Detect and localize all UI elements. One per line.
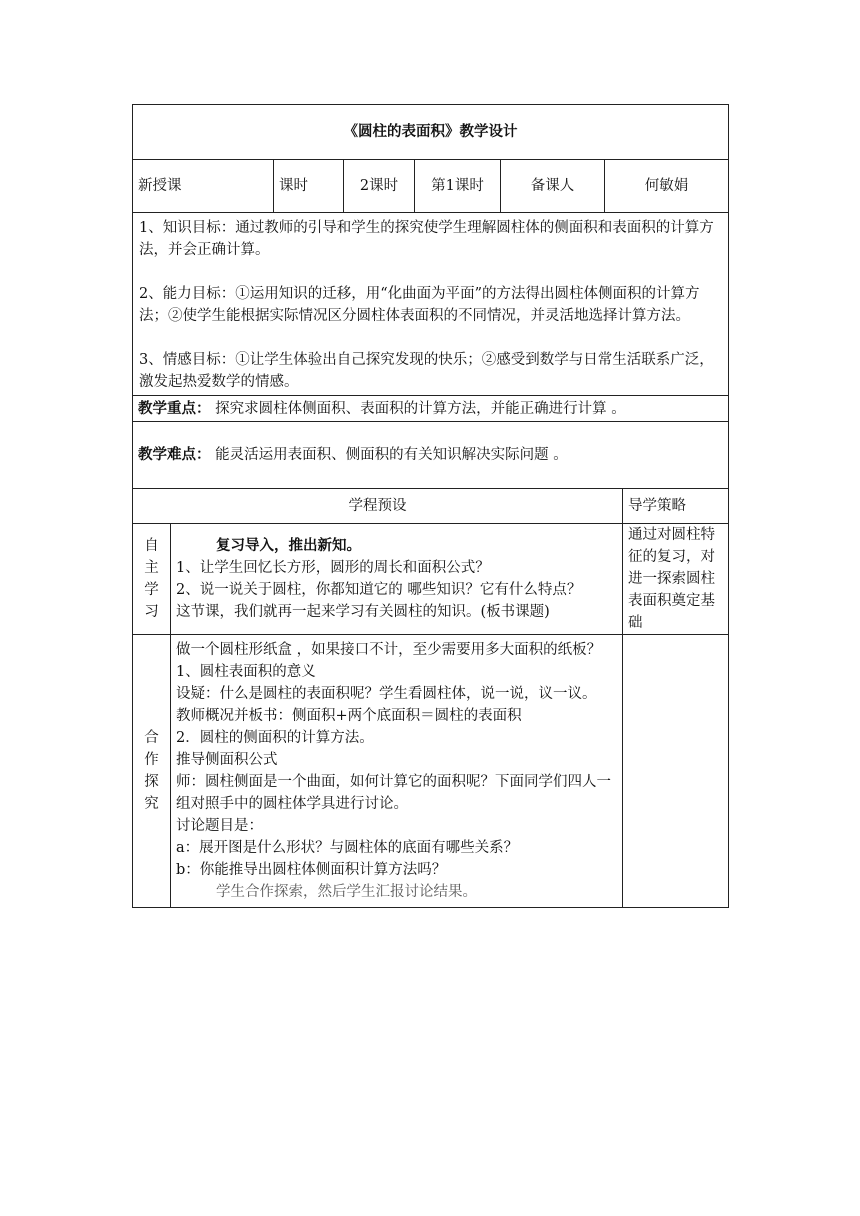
cooperation-strategy [623,635,729,908]
self-study-line: 2、说一说关于圆柱，你都知道它的 哪些知识？它有什么特点？ [176,582,582,598]
section-cooperation-label: 合 作 探 究 [133,635,171,908]
goal-emotion: 3、情感目标：①让学生体验出自己探究发现的快乐；②感受到数学与日常生活联系广泛，激发起热爱数学的情感。 [139,352,714,390]
session-number: 第1课时 [415,160,501,213]
cooperation-line: 1、圆柱表面积的意义 [176,664,316,680]
cooperation-line: 教师概况并板书：侧面积+两个底面积＝圆柱的表面积 [176,708,522,724]
lesson-type: 新授课 [133,160,274,213]
self-study-strategy: 通过对圆柱特征的复习，对进一探索圆柱表面积奠定基础 [623,524,729,635]
document-title: 《圆柱的表面积》教学设计 [133,105,729,160]
strategy-column-header: 导学策略 [623,489,729,524]
cooperation-line: b：你能推导出圆柱体侧面积计算方法吗？ [176,862,447,878]
cooperation-line: 师：圆柱侧面是一个曲面，如何计算它的面积呢？下面同学们四人一组对照手中的圆柱体学具进行讨论。 [176,774,611,812]
goal-knowledge: 1、知识目标：通过教师的引导和学生的探究使学生理解圆柱体的侧面积和表面积的计算方法，并会正确计算。 [139,220,714,258]
difficulty-text: 能灵活运用表面积、侧面积的有关知识解决实际问题 。 [215,447,568,463]
self-study-line: 这节课，我们就再一起来学习有关圆柱的知识。(板书课题) [176,604,550,620]
cooperation-line: 2．圆柱的侧面积的计算方法。 [176,730,374,746]
self-study-line: 1、让学生回忆长方形，圆形的周长和面积公式？ [176,560,490,576]
cooperation-line: 设疑：什么是圆柱的表面积呢？学生看圆柱体，说一说，议一议。 [176,686,597,702]
process-column-header: 学程预设 [133,489,623,524]
section-self-study-content [171,524,623,635]
cooperation-line: a：展开图是什么形状？与圆柱体的底面有哪些关系？ [176,840,519,856]
section-self-study-label: 自 主 学 习 [133,524,171,635]
hours-label: 课时 [274,160,344,213]
teaching-goals [133,213,729,396]
key-point-row [133,396,729,422]
cooperation-closing: 学生合作探索，然后学生汇报讨论结果。 [216,884,477,900]
goal-ability: 2、能力目标：①运用知识的迁移，用“化曲面为平面”的方法得出圆柱体侧面积的计算方法；②使学生能根据实际情况区分圆柱体表面积的不同情况，并灵活地选择计算方法。 [139,286,700,324]
key-point-label: 教学重点： [138,399,211,417]
difficulty-label: 教学难点： [138,446,211,463]
lesson-plan-table [132,104,729,908]
cooperation-line: 讨论题目是： [176,818,263,834]
preparer-label: 备课人 [501,160,605,213]
cooperation-line: 推导侧面积公式 [176,752,278,768]
hours-value: 2课时 [344,160,415,213]
difficulty-row [133,422,729,489]
key-point-text: 探究求圆柱体侧面积、表面积的计算方法，并能正确进行计算 。 [215,400,626,417]
preparer-name: 何敏娟 [605,160,729,213]
self-study-heading: 复习导入，推出新知。 [216,537,361,554]
cooperation-line: 做一个圆柱形纸盒 ，如果接口不计，至少需要用多大面积的纸板？ [176,642,602,658]
section-cooperation-content [171,635,623,908]
